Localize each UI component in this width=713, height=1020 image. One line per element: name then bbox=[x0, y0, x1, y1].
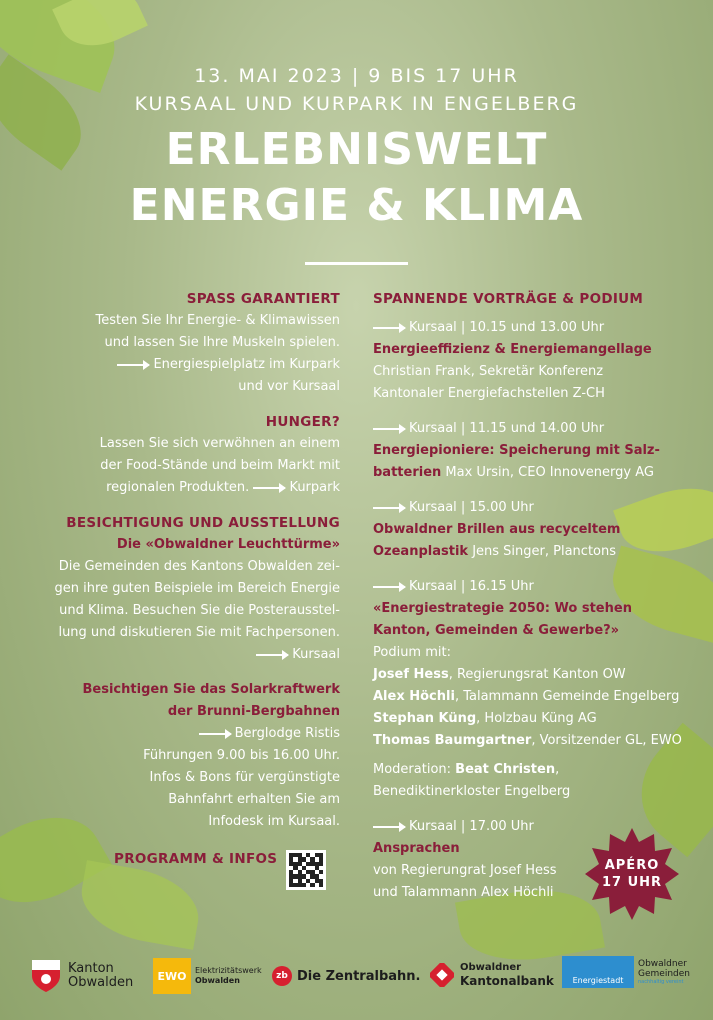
talk5-time-text: Kursaal | 17.00 Uhr bbox=[409, 819, 534, 834]
talk1-speaker1: Christian Frank, Sekretär Konferenz bbox=[373, 364, 604, 379]
ewo-line1: Elektrizitätswerk bbox=[195, 966, 262, 975]
kanton-line2: Obwalden bbox=[68, 975, 134, 990]
spass-line2: und lassen Sie Ihre Muskeln spielen. bbox=[104, 335, 340, 350]
location-line: KURSAAL UND KURPARK IN ENGELBERG bbox=[134, 93, 579, 115]
spass-line3 bbox=[30, 354, 340, 376]
solar-line2: Führungen 9.00 bis 16.00 Uhr. bbox=[143, 748, 340, 763]
kanton-line1: Kanton bbox=[68, 961, 114, 976]
spass-line1: Testen Sie Ihr Energie- & Klimawissen bbox=[95, 313, 340, 328]
solar-line3: Infos & Bons für vergünstigte bbox=[149, 770, 340, 785]
podium-name: Josef Hess bbox=[373, 667, 449, 682]
besichtigung-line1: Die Gemeinden des Kantons Obwalden zei- bbox=[58, 559, 340, 574]
es-line1: Obwaldner bbox=[638, 958, 687, 969]
arrow-right-icon bbox=[373, 586, 405, 588]
podium-member bbox=[373, 730, 703, 752]
vortraege-heading: SPANNENDE VORTRÄGE & PODIUM bbox=[373, 291, 644, 307]
hunger-line3 bbox=[30, 477, 340, 499]
arrow-right-icon bbox=[253, 487, 285, 489]
talk2-time-text: Kursaal | 11.15 und 14.00 Uhr bbox=[409, 421, 605, 436]
talk3-title1: Obwaldner Brillen aus recyceltem bbox=[373, 522, 621, 537]
ewo-mark: EWO bbox=[153, 958, 191, 994]
hunger-location: Kurpark bbox=[289, 480, 340, 495]
right-column bbox=[373, 288, 703, 904]
obwaldner-kantonalbank-logo[interactable] bbox=[430, 962, 554, 988]
coat-of-arms-icon bbox=[30, 958, 62, 994]
spass-line4: und vor Kursaal bbox=[238, 379, 340, 394]
okb-icon bbox=[430, 963, 454, 987]
talk5-line1: von Regierungrat Josef Hess bbox=[373, 863, 557, 878]
leaf-decoration bbox=[75, 860, 205, 950]
podium-member bbox=[373, 686, 703, 708]
arrow-right-icon bbox=[373, 327, 405, 329]
sponsor-footer bbox=[0, 940, 713, 1020]
besichtigung-line2: gen ihre guten Beispiele im Bereich Energie bbox=[54, 581, 340, 596]
talk1-time bbox=[373, 317, 703, 339]
spass-heading: SPASS GARANTIERT bbox=[186, 291, 340, 307]
talk3-title2-line bbox=[373, 541, 703, 563]
title-divider bbox=[305, 262, 408, 265]
hunger-line1: Lassen Sie sich verwöhnen an einem bbox=[99, 436, 340, 451]
talk1-time-text: Kursaal | 10.15 und 13.00 Uhr bbox=[409, 320, 605, 335]
podium-member bbox=[373, 708, 703, 730]
solar-heading2: der Brunni-Bergbahnen bbox=[167, 704, 340, 719]
podium-role: , Regierungsrat Kanton OW bbox=[448, 667, 626, 682]
qr-code[interactable] bbox=[286, 850, 326, 890]
arrow-right-icon bbox=[373, 826, 405, 828]
talk4-podium: Podium mit: bbox=[373, 645, 451, 660]
left-column bbox=[30, 288, 340, 833]
header bbox=[0, 62, 713, 230]
solar-location: Berglodge Ristis bbox=[234, 726, 340, 741]
talk4-title1: «Energiestrategie 2050: Wo stehen bbox=[373, 601, 632, 616]
talk4-time-text: Kursaal | 16.15 Uhr bbox=[409, 579, 534, 594]
talk5-title: Ansprachen bbox=[373, 841, 460, 856]
arrow-right-icon bbox=[117, 364, 149, 366]
talk1-title: Energieeffizienz & Energiemangellage bbox=[373, 342, 652, 357]
badge-line2: 17 UHR bbox=[601, 875, 663, 890]
es-line2: Gemeinden bbox=[638, 968, 690, 979]
besichtigung-heading: BESICHTIGUNG UND AUSSTELLUNG bbox=[66, 515, 340, 531]
podium-role: , Holzbau Küng AG bbox=[476, 711, 597, 726]
podium-name: Stephan Küng bbox=[373, 711, 477, 726]
moderation-line bbox=[373, 759, 703, 781]
podium-name: Thomas Baumgartner bbox=[373, 733, 532, 748]
podium-role: , Vorsitzender GL, EWO bbox=[531, 733, 682, 748]
zb-text: Die Zentralbahn. bbox=[297, 968, 421, 984]
talk2-title1: Energiepioniere: Speicherung mit Salz- bbox=[373, 443, 660, 458]
hunger-heading: HUNGER? bbox=[265, 414, 340, 430]
page-title-line2: ENERGIE & KLIMA bbox=[129, 180, 584, 231]
talk3-time-text: Kursaal | 15.00 Uhr bbox=[409, 500, 534, 515]
besichtigung-line3: und Klima. Besuchen Sie die Posterausstel- bbox=[59, 603, 340, 618]
hunger-text: regionalen Produkten. bbox=[106, 480, 250, 495]
solar-heading1: Besichtigen Sie das Solarkraftwerk bbox=[82, 682, 340, 697]
solar-line5: Infodesk im Kursaal. bbox=[208, 814, 340, 829]
ewo-logo[interactable] bbox=[153, 958, 262, 994]
moderation-org: Benediktinerkloster Engelberg bbox=[373, 784, 571, 799]
talk3-title2: Ozeanplastik bbox=[373, 544, 469, 559]
talk2-time bbox=[373, 418, 703, 440]
moderation-label: Moderation: bbox=[373, 762, 456, 777]
besichtigung-line4: lung und diskutieren Sie mit Fachpersonen. bbox=[58, 625, 340, 640]
solar-line1 bbox=[30, 723, 340, 745]
okb-line2: Kantonalbank bbox=[460, 974, 554, 988]
talk5-line2: und Talammann Alex Höchli bbox=[373, 885, 554, 900]
okb-line1: Obwaldner bbox=[460, 962, 522, 973]
podium-role: , Talammann Gemeinde Engelberg bbox=[454, 689, 680, 704]
moderation-suffix: , bbox=[555, 762, 560, 777]
besichtigung-line5 bbox=[30, 644, 340, 666]
talk4-time bbox=[373, 576, 703, 598]
hunger-line2: der Food-Stände und beim Markt mit bbox=[100, 458, 340, 473]
energiestadt-mark: Energiestadt bbox=[562, 956, 634, 988]
talk3-speaker: Jens Singer, Planctons bbox=[468, 544, 617, 559]
talk2-speaker: Max Ursin, CEO Innovenergy AG bbox=[441, 465, 654, 480]
solar-line4: Bahnfahrt erhalten Sie am bbox=[168, 792, 340, 807]
podium-member bbox=[373, 664, 703, 686]
zb-mark: zb bbox=[272, 966, 292, 986]
talk2-title2-line bbox=[373, 462, 703, 484]
podium-name: Alex Höchli bbox=[373, 689, 455, 704]
arrow-right-icon bbox=[199, 733, 231, 735]
talk2-title2: batterien bbox=[373, 465, 442, 480]
zentralbahn-logo[interactable] bbox=[272, 966, 420, 986]
arrow-right-icon bbox=[256, 654, 288, 656]
moderation-name: Beat Christen bbox=[455, 762, 556, 777]
es-line3: nachhaltig vereint bbox=[638, 978, 684, 985]
page-title-line1: ERLEBNISWELT bbox=[165, 124, 548, 175]
arrow-right-icon bbox=[373, 507, 405, 509]
ewo-line2: Obwalden bbox=[195, 976, 240, 985]
energiestadt-logo[interactable] bbox=[562, 956, 690, 988]
date-line: 13. MAI 2023 | 9 BIS 17 UHR bbox=[194, 65, 519, 87]
talk1-speaker2: Kantonaler Energiefachstellen Z-CH bbox=[373, 386, 605, 401]
talk4-title2: Kanton, Gemeinden & Gewerbe?» bbox=[373, 623, 620, 638]
besichtigung-subheading: Die «Obwaldner Leuchttürme» bbox=[116, 537, 340, 552]
talk3-time bbox=[373, 497, 703, 519]
apero-badge bbox=[584, 826, 680, 922]
spass-location: Energiespielplatz im Kurpark bbox=[153, 357, 340, 372]
badge-line1: APÉRO bbox=[604, 858, 660, 873]
kanton-obwalden-logo[interactable] bbox=[30, 958, 133, 994]
besichtigung-location: Kursaal bbox=[292, 647, 340, 662]
arrow-right-icon bbox=[373, 428, 405, 430]
programm-infos-label: PROGRAMM & INFOS bbox=[114, 851, 278, 867]
